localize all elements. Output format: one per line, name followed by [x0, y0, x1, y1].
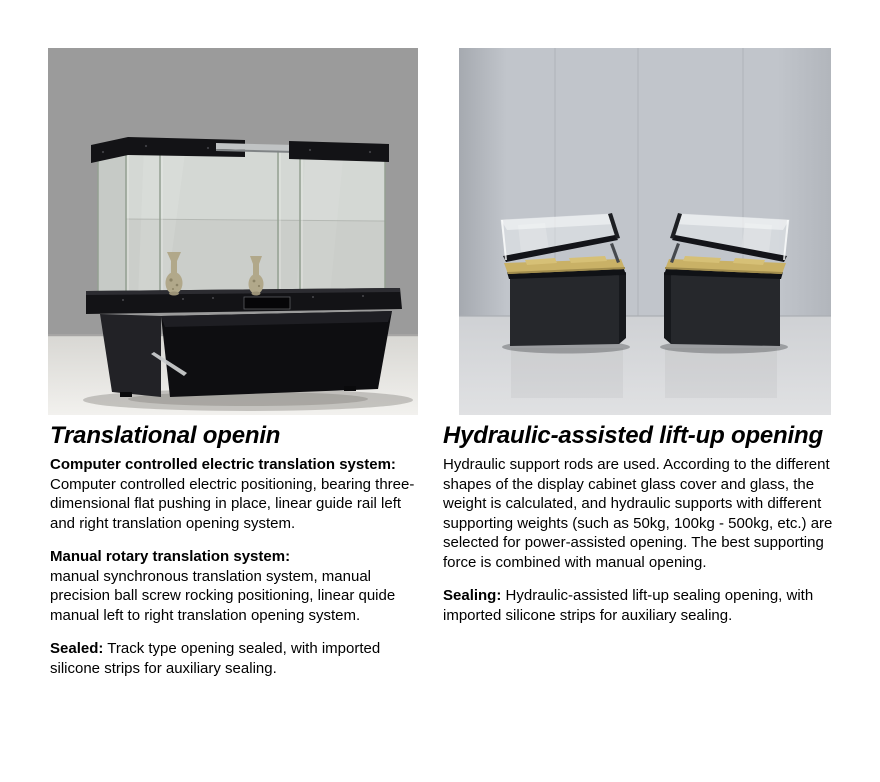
manual-system-paragraph — [50, 547, 430, 625]
sealing-label: Sealing: — [443, 587, 502, 604]
electric-system-label: Computer controlled electric translation system: — [50, 456, 396, 473]
sealing-body: Hydraulic-assisted lift-up sealing opening, with imported silicone strips for auxiliary sealing. — [443, 587, 814, 624]
hydraulic-opening-image — [459, 48, 831, 415]
counter-plaque — [244, 297, 290, 309]
lift-up-counter-cabinet-mirrored — [664, 213, 789, 346]
translational-section — [50, 421, 430, 678]
sealed-label: Sealed: — [50, 640, 104, 657]
lift-up-counter-cabinets-render — [459, 48, 831, 415]
top-bar-right — [289, 141, 389, 162]
cabinet-base — [510, 275, 619, 346]
hydraulic-description-body: Hydraulic support rods are used. According to the different shapes of the display cabinet glass cover and glass, the weight is calculated, and hydraulic supports with different supporting weights (such as 50kg, 100kg - 500kg, etc.) are selected for power-assisted opening. The best supporting force is combined with manual opening. — [443, 456, 833, 571]
sealed-paragraph — [50, 639, 430, 678]
plinth-foot — [120, 392, 132, 397]
glass-vitrine — [98, 145, 385, 307]
sealed-body: Track type opening sealed, with imported silicone strips for auxiliary sealing. — [50, 640, 381, 677]
manual-system-label: Manual rotary translation system: — [50, 548, 291, 565]
sealing-paragraph — [443, 586, 845, 625]
wall-corner-shade-right — [777, 48, 831, 318]
wall-corner-shade-left — [459, 48, 507, 318]
electric-system-paragraph — [50, 455, 430, 533]
translational-opening-image — [48, 48, 418, 415]
lift-up-counter-cabinet — [501, 213, 626, 346]
hydraulic-heading: Hydraulic-assisted lift-up opening — [443, 422, 823, 449]
hydraulic-description-paragraph — [443, 455, 845, 572]
electric-system-body: Computer controlled electric positioning, bearing three-dimensional flat pushing in place, linear guide rail left and right translation opening system. — [50, 475, 415, 532]
translational-heading: Translational openin — [50, 422, 281, 449]
plinth-foot — [344, 386, 356, 391]
hydraulic-section — [443, 421, 845, 625]
glass-display-cabinet-render — [48, 48, 418, 415]
manual-system-body: manual synchronous translation system, manual precision ball screw rocking positioning, linear quide manual left to right translation opening system. — [50, 567, 396, 624]
